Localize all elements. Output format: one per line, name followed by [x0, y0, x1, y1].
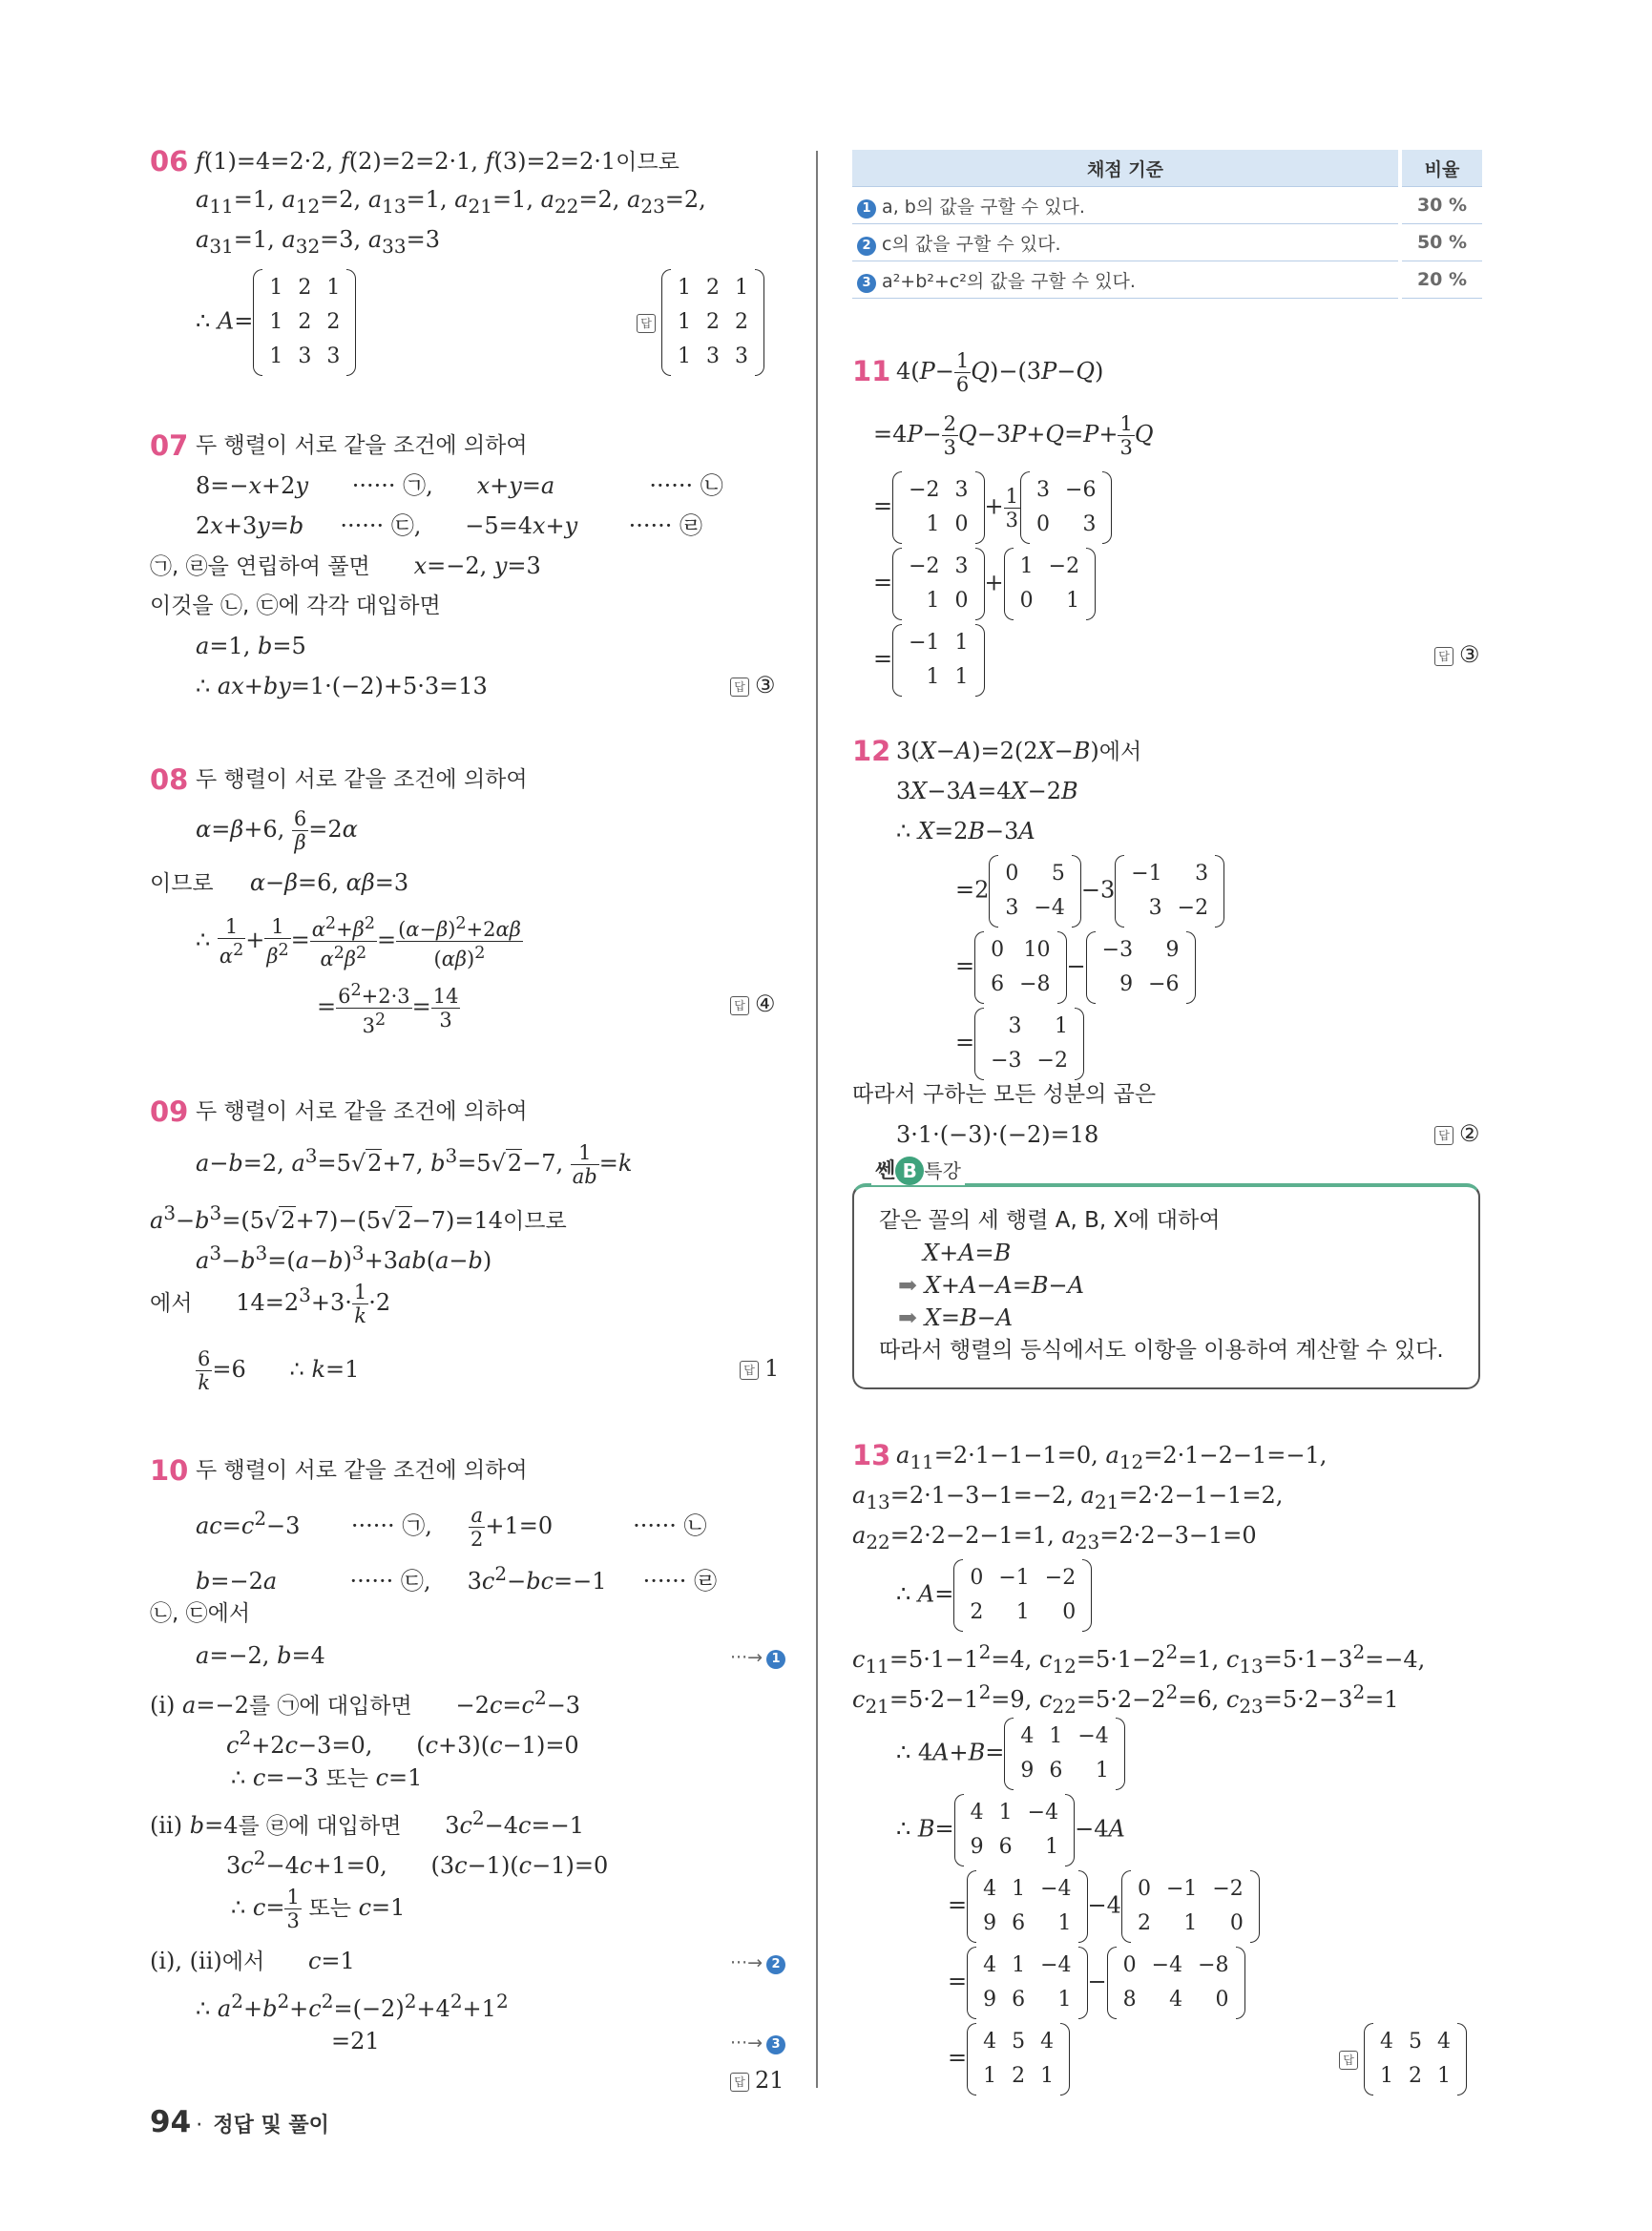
p12-line7: 따라서 구하는 모든 성분의 곱은 [852, 1082, 1157, 1107]
p10-line12: ∴ $a^2+b^2+c^2=(-2)^2+4^2+1^2$ [196, 1990, 509, 2022]
p10-line11: (i), (ii)에서 c=1 [150, 1948, 355, 1974]
p09-intro: 두 행렬이 서로 같을 조건에 의하여 [196, 1099, 528, 1124]
p09-line3: $a^3-b^3=(5√2+7)-(5√2-7)=14$이므로 [150, 1201, 567, 1234]
p10-step2: ···→ 2 [730, 1950, 785, 1974]
answer-icon: 답 [730, 996, 749, 1015]
p11-line1: 4(P− $\frac{1}{6}$ Q)−(3P−Q) [896, 349, 1104, 396]
answer-icon: 답 [730, 2073, 749, 2092]
page-footer: 94 · 정답 및 풀이 [150, 2105, 329, 2139]
p07-intro: 두 행렬이 서로 같을 조건에 의하여 [196, 433, 528, 458]
answer-icon: 답 [1434, 1126, 1453, 1145]
p13-line6: $c_{21}=5\cdot 2-1^2=9$, $c_{22}=5\cdot 2-2^2=6$, $c_{23}=5\cdot 2-3^2=1$ [852, 1680, 1399, 1718]
p13-line7: ∴ 4A+B= 4 1 −4 9 6 1 [896, 1718, 1125, 1790]
ratio-header: 비율 [1400, 150, 1482, 187]
p10-line7: ∴ c=−3 또는 c=1 [231, 1764, 423, 1791]
p12-line2: 3X−3A=4X−2B [896, 778, 1078, 804]
p11-answer: 답 ③ [1434, 641, 1480, 668]
tip-line2: X+A=B [923, 1240, 1012, 1266]
p13-answer: 답 4 5 4 1 2 1 [1339, 2023, 1467, 2095]
p13-line2: $a_{13}=2\cdot 1-3-1=-2$, $a_{21}=2\cdot 2-1-1=2$, [852, 1482, 1284, 1513]
problem-09-number: 09 [150, 1095, 189, 1128]
p10-line13: =21 [331, 2028, 380, 2054]
p06-line2: $a_{11}=1$, $a_{12}=2$, $a_{13}=1$, $a_{21}=1$, $a_{22}=2$, $a_{23}=2$, [196, 186, 706, 218]
column-divider [816, 151, 818, 2088]
p10-eq2: b=−2a ······ ㉢, $3c^2-bc=-1$ ······ ㉣ [196, 1562, 718, 1595]
p07-line4: 이것을 ㉡, ㉢에 각각 대입하면 [150, 594, 441, 618]
p09-answer: 답 1 [740, 1355, 779, 1382]
p12-line3: ∴ X=2B−3A [896, 818, 1035, 844]
p10-line10: ∴ c= $\frac{1}{3}$ 또는 c=1 [231, 1886, 406, 1932]
answer-icon: 답 [730, 678, 749, 697]
tip-line4: ➡ X=B−A [898, 1304, 1014, 1331]
step-2-icon: 2 [766, 1955, 785, 1974]
p10-step1: ···→ 1 [730, 1645, 785, 1669]
p12-line4: =2 0 5 3 −4 −3 −1 3 3 −2 [955, 855, 1224, 928]
step-3-icon: 3 [857, 274, 876, 293]
tip-box [852, 1183, 1480, 1389]
step-1-icon: 1 [766, 1650, 785, 1669]
p10-intro: 두 행렬이 서로 같을 조건에 의하여 [196, 1458, 528, 1483]
p10-line3: ㉡, ㉢에서 [150, 1601, 251, 1626]
p08-line4: ∴ $\frac{1}{\alpha^2}$ + $\frac{1}{\beta^2}$ = $\frac{\alpha^2+\beta^2}{\alpha^2\beta^2}$ = $\frac{(\alpha-\beta)^2+2\alpha\beta}{(\alpha\beta)^2}$ [196, 914, 521, 970]
problem-08-number: 08 [150, 763, 189, 796]
p13-line11: = 4 5 4 1 2 1 [948, 2023, 1070, 2095]
tip-title: 쎈 B 특강 [871, 1155, 965, 1185]
p08-answer: 답 ④ [730, 990, 776, 1017]
p11-line4: = −2 3 1 0 + 1 −2 0 1 [873, 548, 1096, 620]
footer-label: 정답 및 풀이 [213, 2114, 329, 2137]
p11-line2: =4P− $\frac{2}{3}$ Q−3P+Q=P+ $\frac{1}{3}$ Q [873, 412, 1154, 459]
p07-eq2: 2x+3y=b ······ ㉢, −5=4x+y ······ ㉣ [196, 512, 703, 539]
p08-line5: = $\frac{6^2+2\cdot 3}{3^2}$ = $\frac{14}{3}$ [317, 981, 459, 1037]
p13-line4: ∴ A= 0 −1 −2 2 1 0 [896, 1559, 1092, 1632]
problem-13-number: 13 [852, 1439, 891, 1471]
answer-icon: 답 [740, 1361, 759, 1380]
page-number: 94 [150, 2105, 192, 2139]
answer-icon: 답 [1434, 647, 1453, 666]
p12-line5: = 0 10 6 −8 − −3 9 9 −6 [955, 931, 1196, 1004]
p09-line5: 에서 $14=2^3+3\cdot$ $\frac{1}{k}$ ·2 [150, 1281, 391, 1327]
p08-line3: 이므로 α−β=6, αβ=3 [150, 869, 409, 896]
p10-line9: $3c^2-4c+1=0$, (3c−1)(c−1)=0 [226, 1846, 609, 1879]
p10-answer: 답 21 [730, 2067, 784, 2094]
p06-answer: 답 1 2 1 1 2 2 1 3 3 [637, 269, 764, 376]
p08-intro: 두 행렬이 서로 같을 조건에 의하여 [196, 767, 528, 792]
p09-line6: $\frac{6}{k}$ =6 ∴ k=1 [198, 1347, 360, 1394]
tip-line5: 따라서 행렬의 등식에서도 이항을 이용하여 계산할 수 있다. [879, 1338, 1444, 1363]
problem-10-number: 10 [150, 1454, 189, 1487]
p13-line1: $a_{11}=2\cdot 1-1-1=0$, $a_{12}=2\cdot 1-2-1=-1$, [896, 1442, 1328, 1473]
p10-step3: ···→ 3 [730, 2031, 785, 2054]
problem-06-number: 06 [150, 145, 189, 177]
criteria-row: 2 c의 값을 구할 수 있다. 50 % [852, 224, 1482, 261]
p13-line9: = 4 1 −4 9 6 1 −4 0 −1 −2 2 1 0 [948, 1870, 1260, 1943]
arrow-right-icon: ➡ [898, 1272, 918, 1299]
arrow-right-icon: ➡ [898, 1304, 918, 1331]
step-2-icon: 2 [857, 237, 876, 256]
p10-eq1: $ac=c^2-3$ ······ ㉠, $\frac{a}{2}$ +1=0 ······ ㉡ [196, 1504, 707, 1551]
problem-07-number: 07 [150, 429, 189, 462]
criteria-header: 채점 기준 [852, 150, 1400, 187]
answer-icon: 답 [637, 314, 656, 333]
problem-12-number: 12 [852, 735, 891, 767]
p10-line8: (ii) b=4를 ㉣에 대입하면 $3c^2-4c=-1$ [150, 1806, 584, 1839]
tip-line3: ➡ X+A−A=B−A [898, 1272, 1084, 1299]
p11-line3: = −2 3 1 0 + $\frac{1}{3}$ 3 −6 0 3 [873, 471, 1112, 544]
problem-11-number: 11 [852, 355, 891, 387]
p06-line1: f(1)=4=2·2, f(2)=2=2·1, f(3)=2=2·1이므로 [196, 148, 680, 175]
step-3-icon: 3 [766, 2035, 785, 2054]
p12-answer: 답 ② [1434, 1120, 1480, 1147]
tip-line1: 같은 꼴의 세 행렬 A, B, X에 대하여 [879, 1208, 1221, 1233]
p10-line5: (i) a=−2를 ㉠에 대입하면 $-2c=c^2-3$ [150, 1686, 581, 1719]
p07-line3: ㉠, ㉣을 연립하여 풀면 x=−2, y=3 [150, 553, 541, 579]
step-1-icon: 1 [857, 199, 876, 219]
tip-badge-icon: B [895, 1157, 924, 1185]
criteria-row: 1 a, b의 값을 구할 수 있다. 30 % [852, 187, 1482, 224]
p12-line6: = 3 1 −3 −2 [955, 1008, 1084, 1080]
p07-line5: a=1, b=5 [196, 633, 306, 659]
p07-line6: ∴ ax+by=1·(−2)+5·3=13 [196, 673, 488, 699]
criteria-row: 3 a²+b²+c²의 값을 구할 수 있다. 20 % [852, 261, 1482, 299]
p07-answer: 답 ③ [730, 672, 776, 698]
p08-line2: α=β+6, $\frac{6}{\beta}$ =2α [196, 807, 358, 854]
p13-line10: = 4 1 −4 9 6 1 − 0 −4 −8 8 4 0 [948, 1947, 1245, 2019]
p06-matrix-line: ∴ A= 1 2 1 1 2 2 1 3 3 [196, 269, 356, 376]
p07-eq1: 8=−x+2y ······ ㉠, x+y=a ······ ㉡ [196, 472, 723, 499]
p13-line5: $c_{11}=5\cdot 1-1^2=4$, $c_{12}=5\cdot 1-2^2=1$, $c_{13}=5\cdot 1-3^2=-4$, [852, 1640, 1426, 1678]
p09-line2: a−b=2, $a^3=5√2+7$, $b^3=5√2-7$, $\frac{1}{ab}$ =k [196, 1141, 633, 1188]
scoring-criteria-table [852, 150, 1482, 299]
p06-line3: $a_{31}=1$, $a_{32}=3$, $a_{33}=3$ [196, 226, 440, 258]
p12-line8: 3·1·(−3)·(−2)=18 [896, 1121, 1099, 1148]
p10-line4: a=−2, b=4 [196, 1642, 325, 1669]
p13-line3: $a_{22}=2\cdot 2-2-1=1$, $a_{23}=2\cdot 2-3-1=0$ [852, 1522, 1257, 1553]
p13-line8: ∴ B= 4 1 −4 9 6 1 −4A [896, 1794, 1125, 1866]
p10-line6: $c^2+2c-3=0$, (c+3)(c−1)=0 [226, 1726, 579, 1759]
answer-icon: 답 [1339, 2051, 1358, 2070]
p12-line1: 3(X−A)=2(2X−B)에서 [896, 738, 1142, 764]
p11-line5: = −1 1 1 1 [873, 624, 985, 697]
p09-line4: $a^3-b^3=(a-b)^3+3ab(a-b)$ [196, 1241, 492, 1274]
